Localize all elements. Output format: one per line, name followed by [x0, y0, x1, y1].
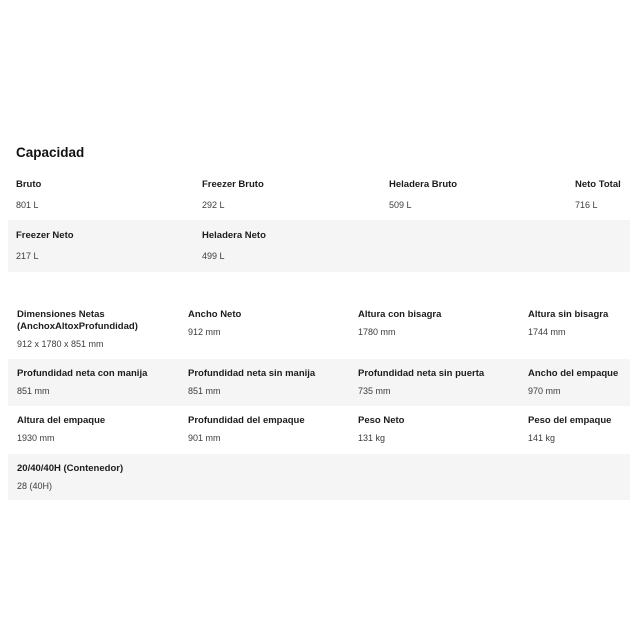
- spec-value: 28 (40H): [17, 481, 53, 491]
- spec-cell-heladera-bruto: [389, 179, 457, 211]
- spec-label: Altura sin bisagra: [528, 309, 609, 320]
- spec-cell-bruto: [16, 179, 41, 211]
- spec-value: 735 mm: [358, 386, 391, 396]
- spec-label: 20/40/40H (Contenedor): [17, 463, 124, 474]
- spec-label: Bruto: [16, 179, 42, 190]
- spec-cell-altura-empaque: [17, 415, 105, 444]
- spec-cell-ancho-empaque: [528, 368, 618, 397]
- spec-label: Ancho del empaque: [528, 368, 619, 379]
- spec-row: [8, 359, 630, 406]
- spec-cell-peso-empaque: [528, 415, 611, 444]
- spec-label: Ancho Neto: [188, 309, 242, 320]
- spec-cell-peso-neto: [358, 415, 404, 444]
- spec-label: Peso del empaque: [528, 415, 612, 426]
- spec-cell-prof-empaque: [188, 415, 305, 444]
- spec-cell-neto-total: [575, 179, 621, 211]
- spec-cell-contenedor: [17, 463, 123, 492]
- spec-value: 716 L: [575, 200, 598, 210]
- spec-cell-freezer-bruto: [202, 179, 264, 211]
- spec-label: Profundidad neta sin puerta: [358, 368, 485, 379]
- spec-value: 499 L: [202, 251, 225, 261]
- spec-cell-freezer-neto: [16, 230, 74, 262]
- dimensions-spec-table: [8, 300, 630, 500]
- spec-label: Altura del empaque: [17, 415, 106, 426]
- spec-row: [8, 454, 630, 500]
- spec-value: 217 L: [16, 251, 39, 261]
- spec-cell-prof-sin-puerta: [358, 368, 484, 397]
- spec-cell-ancho-neto: [188, 309, 241, 338]
- spec-label: Neto Total: [575, 179, 621, 190]
- spec-value: 851 mm: [188, 386, 221, 396]
- spec-value: 851 mm: [17, 386, 50, 396]
- spec-label: Dimensiones Netas (AnchoxAltoxProfundidad): [17, 309, 138, 332]
- spec-row: [8, 220, 630, 272]
- spec-label: Altura con bisagra: [358, 309, 442, 320]
- spec-cell-altura-sin-bisagra: [528, 309, 608, 338]
- spec-value: 141 kg: [528, 433, 556, 443]
- spec-value: 801 L: [16, 200, 39, 210]
- spec-row: [8, 170, 630, 220]
- spec-value: 970 mm: [528, 386, 561, 396]
- spec-row: [8, 406, 630, 454]
- spec-value: 292 L: [202, 200, 225, 210]
- spec-label: Freezer Bruto: [202, 179, 264, 190]
- spec-cell-heladera-neto: [202, 230, 266, 262]
- spec-cell-dimensiones-netas: [17, 309, 138, 350]
- spec-row: [8, 300, 630, 359]
- spec-label: Freezer Neto: [16, 230, 74, 241]
- spec-label: Heladera Neto: [202, 230, 266, 241]
- spec-value: 1780 mm: [358, 327, 396, 337]
- spec-cell-altura-con-bisagra: [358, 309, 441, 338]
- spec-label: Profundidad neta sin manija: [188, 368, 316, 379]
- spec-label: Peso Neto: [358, 415, 405, 426]
- capacity-section-title: Capacidad: [16, 145, 85, 160]
- spec-value: 1744 mm: [528, 327, 566, 337]
- spec-value: 912 x 1780 x 851 mm: [17, 339, 104, 349]
- spec-value: 901 mm: [188, 433, 221, 443]
- spec-value: 912 mm: [188, 327, 221, 337]
- spec-label: Profundidad del empaque: [188, 415, 305, 426]
- spec-cell-prof-con-manija: [17, 368, 147, 397]
- capacity-spec-table: [8, 170, 630, 272]
- spec-value: 131 kg: [358, 433, 386, 443]
- spec-value: 509 L: [389, 200, 412, 210]
- spec-label: Profundidad neta con manija: [17, 368, 148, 379]
- spec-value: 1930 mm: [17, 433, 55, 443]
- spec-cell-prof-sin-manija: [188, 368, 315, 397]
- spec-label: Heladera Bruto: [389, 179, 458, 190]
